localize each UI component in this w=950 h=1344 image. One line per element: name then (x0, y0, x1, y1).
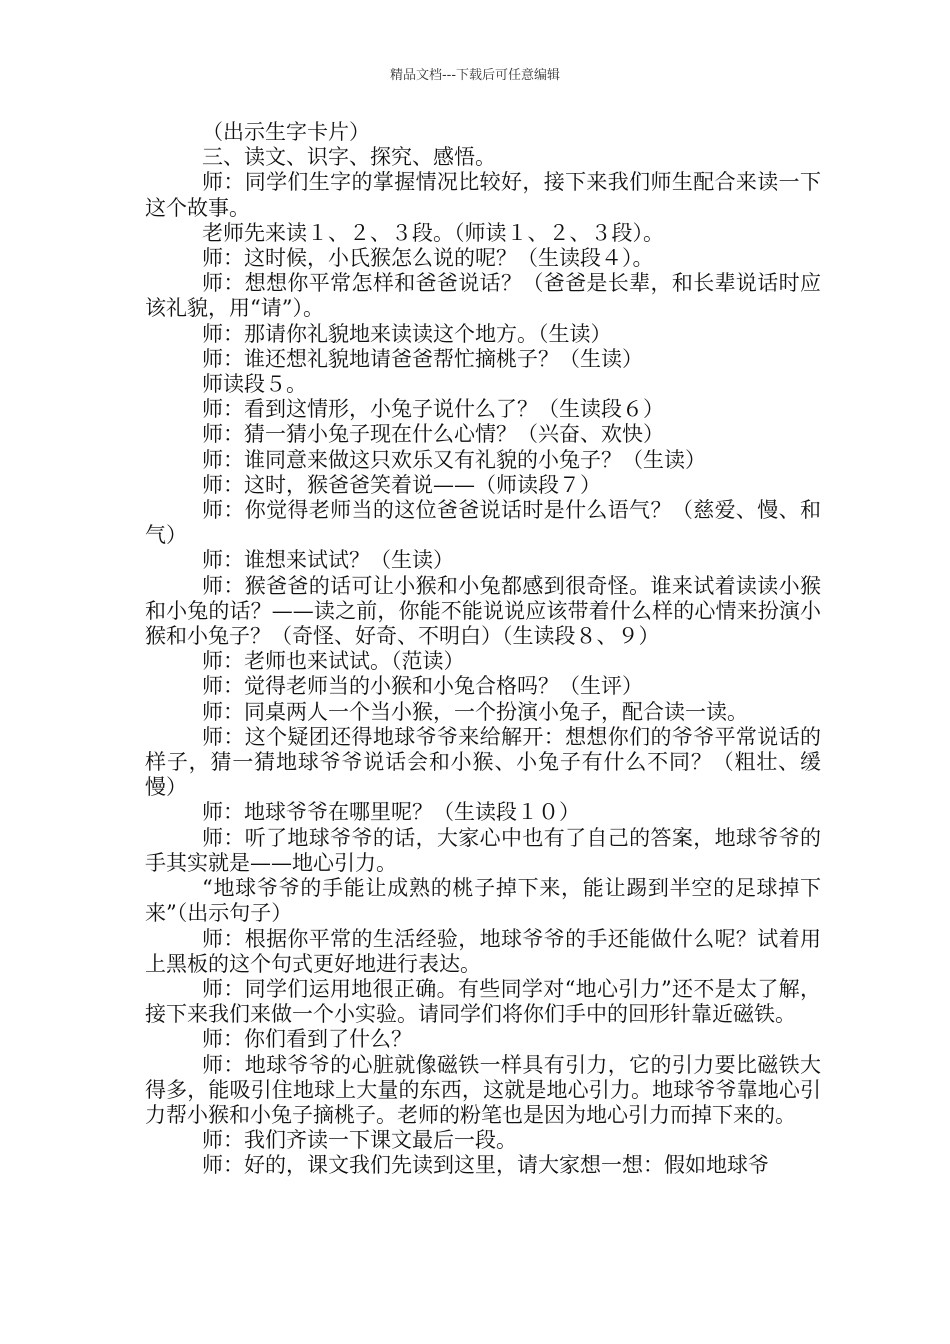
paragraph: 师：好的，课文我们先读到这里，请大家想一想：假如地球爷 (202, 1153, 769, 1178)
document-body (145, 120, 821, 1179)
paragraph: “地球爷爷的手能让成熟的桃子掉下来，能让踢到半空的足球掉下来”（出示句子） (145, 876, 821, 926)
paragraph: 师：谁想来试试？（生读） (202, 548, 454, 573)
paragraph: 师：这个疑团还得地球爷爷来给解开：想想你们的爷爷平常说话的样子，猜一猜地球爷爷说话会和小猴、小兔子有什么不同？（粗壮、缓慢） (145, 724, 821, 800)
paragraph: 师：你觉得老师当的这位爸爸说话时是什么语气？（慈爱、慢、和气） (145, 498, 821, 548)
paragraph: 师：同学们运用地很正确。有些同学对“地心引力”还不是太了解，接下来我们来做一个小实验。请同学们将你们手中的回形针靠近磁铁。 (145, 976, 821, 1027)
paragraph: 师：猜一猜小兔子现在什么心情？（兴奋、欢快） (202, 422, 664, 447)
paragraph: 老师先来读１、２、３段。（师读１、２、３段）。 (202, 220, 664, 245)
paragraph: 师：老师也来试试。（范读） (202, 649, 465, 674)
paragraph: （出示生字卡片） (202, 120, 370, 144)
paragraph: 师：猴爸爸的话可让小猴和小兔都感到很奇怪。谁来试着读读小猴和小兔的话？——读之前，你能不能说说应该带着什么样的心情来扮演小猴和小兔子？（奇怪、好奇、不明白）（生读段８、９） (145, 573, 821, 649)
paragraph: 师：那请你礼貌地来读读这个地方。（生读） (202, 321, 612, 346)
paragraph: 师：同桌两人一个当小猴，一个扮演小兔子，配合读一读。 (202, 699, 748, 724)
paragraph: 师：这时，猴爸爸笑着说——（师读段７） (202, 472, 601, 497)
paragraph: 师：地球爷爷的心脏就像磁铁一样具有引力，它的引力要比磁铁大得多，能吸引住地球上大量的东西，这就是地心引力。地球爷爷靠地心引力帮小猴和小兔子摘桃子。老师的粉笔也是因为地心引力而掉下来的。 (145, 1052, 821, 1127)
paragraph: 三、读文、识字、探究、感悟。 (202, 145, 496, 170)
paragraph: 师读段５。 (202, 372, 307, 397)
paragraph: 师：觉得老师当的小猴和小兔合格吗？（生评） (202, 674, 643, 699)
paragraph: 师：根据你平常的生活经验，地球爷爷的手还能做什么呢？试着用上黑板的这个句式更好地进行表达。 (145, 926, 821, 976)
paragraph: 师：谁还想礼貌地请爸爸帮忙摘桃子？（生读） (202, 346, 643, 371)
paragraph: 师：地球爷爷在哪里呢？（生读段１０） (202, 800, 580, 825)
paragraph: 师：想想你平常怎样和爸爸说话？（爸爸是长辈，和长辈说话时应该礼貌，用“请”）。 (145, 271, 821, 321)
paragraph: 师：听了地球爷爷的话，大家心中也有了自己的答案，地球爷爷的手其实就是——地心引力。 (145, 825, 821, 875)
paragraph: 师：同学们生字的掌握情况比较好，接下来我们师生配合来读一下这个故事。 (145, 170, 821, 220)
paragraph: 师：你们看到了什么？ (202, 1027, 412, 1052)
paragraph: 师：看到这情形，小兔子说什么了？（生读段６） (202, 397, 664, 422)
paragraph: 师：我们齐读一下课文最后一段。 (202, 1128, 517, 1153)
paragraph: 师：谁同意来做这只欢乐又有礼貌的小兔子？（生读） (202, 447, 706, 472)
paragraph: 师：这时候，小氏猴怎么说的呢？（生读段４）。 (202, 246, 654, 271)
page-header: 精品文档---下载后可任意编辑 (389, 68, 561, 83)
